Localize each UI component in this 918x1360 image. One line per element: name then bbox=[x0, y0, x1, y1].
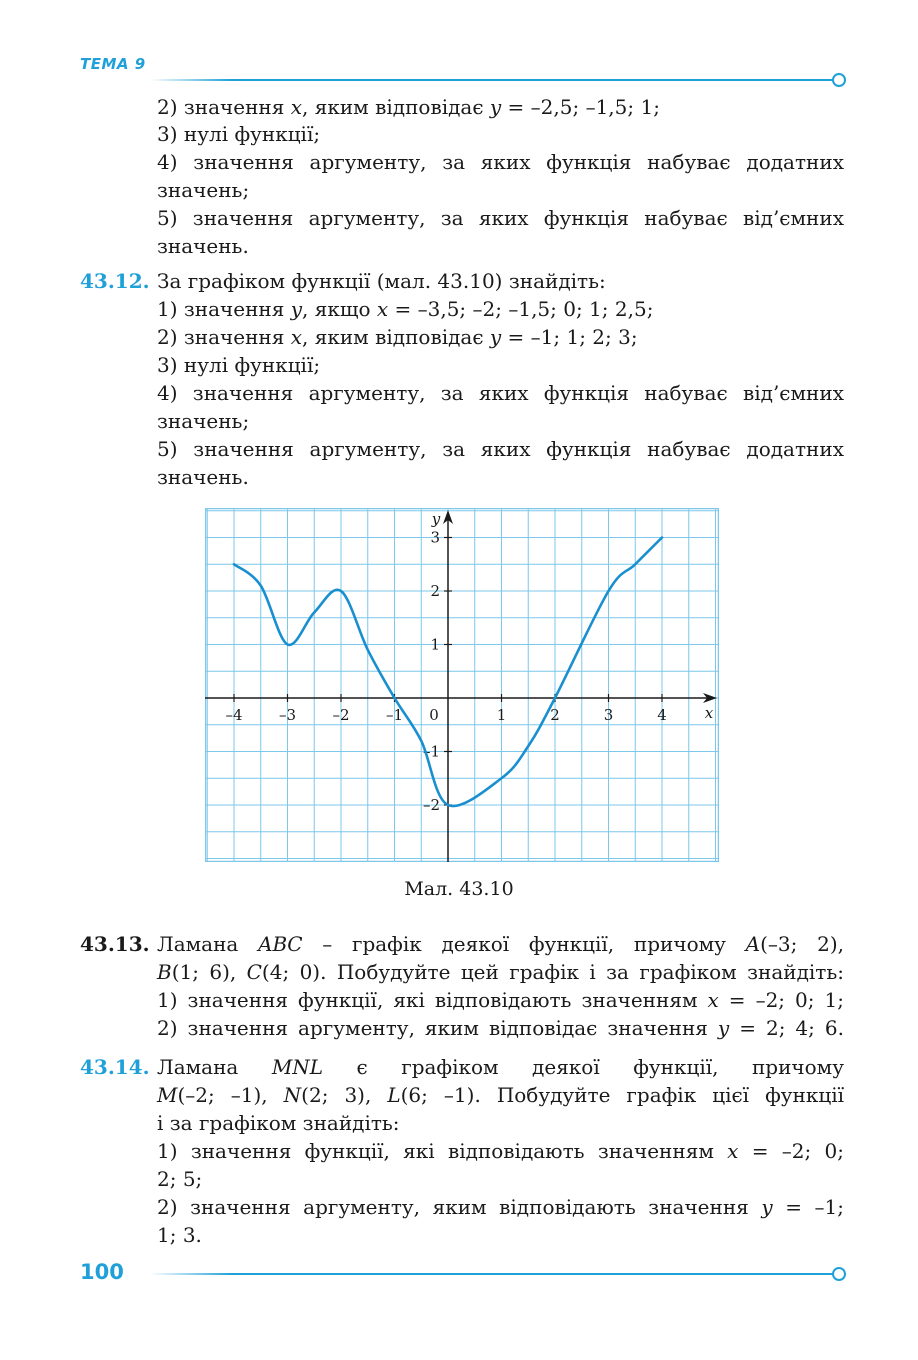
topic-label: ТЕМА 9 bbox=[80, 55, 146, 73]
x-tick-label: 4 bbox=[657, 706, 667, 724]
x-tick-label: 1 bbox=[496, 706, 507, 724]
x-tick-label: 3 bbox=[603, 706, 614, 724]
y-tick-label: –2 bbox=[422, 796, 440, 814]
exercise-line: За графіком функції (мал. 43.10) знайдіть: bbox=[157, 269, 606, 293]
exercise-line: 𝐵(1; 6), 𝐶(4; 0). Побудуйте цей графік і за графіком знайдіть: bbox=[157, 960, 844, 984]
exercise-number: 43.13. bbox=[80, 932, 150, 956]
function-graph bbox=[205, 508, 719, 862]
x-tick-label: –2 bbox=[332, 706, 350, 724]
exercise-line: Ламана 𝐴𝐵𝐶 – графік деякої функції, причому 𝐴(–3; 2), bbox=[157, 932, 844, 956]
exercise-line: і за графіком знайдіть: bbox=[157, 1111, 400, 1135]
header-rule-dot bbox=[832, 73, 846, 87]
exercise-line: 2) значення аргументу, яким відповідає значення 𝑦 = 2; 4; 6. bbox=[157, 1016, 844, 1040]
x-tick-label: 2 bbox=[550, 706, 560, 724]
x-tick-label: –3 bbox=[278, 706, 297, 724]
exercise-line: значень; bbox=[157, 409, 250, 433]
exercise-line: Ламана 𝑀𝑁𝐿 є графіком деякої функції, причому bbox=[157, 1055, 844, 1079]
exercise-line: 2) значення аргументу, яким відповідають значення 𝑦 = –1; bbox=[157, 1195, 844, 1219]
exercise-line: 1) значення функції, які відповідають значенням 𝑥 = –2; 0; 1; bbox=[157, 988, 844, 1012]
footer-rule bbox=[150, 1273, 834, 1275]
exercise-line: значень. bbox=[157, 465, 249, 489]
exercise-line: 2) значення 𝑥, яким відповідає 𝑦 = –1; 1; 2; 3; bbox=[157, 325, 638, 349]
header-rule bbox=[150, 79, 834, 81]
y-axis-label: y bbox=[431, 510, 441, 528]
y-tick-label: 2 bbox=[430, 582, 440, 600]
y-tick-label: 1 bbox=[430, 635, 440, 654]
exercise-number: 43.12. bbox=[80, 269, 150, 293]
exercise-line: 3) нулі функції; bbox=[157, 353, 321, 377]
exercise-line: 1; 3. bbox=[157, 1223, 202, 1247]
prev-item: 3) нулі функції; bbox=[157, 122, 321, 146]
exercise-line: 1) значення 𝑦, якщо 𝑥 = –3,5; –2; –1,5; 0; 1; 2,5; bbox=[157, 297, 654, 321]
prev-item: значень. bbox=[157, 234, 249, 258]
exercise-line: 4) значення аргументу, за яких функція набуває від’ємних bbox=[157, 381, 844, 405]
y-tick-label: 3 bbox=[430, 528, 440, 547]
exercise-number: 43.14. bbox=[80, 1055, 150, 1079]
figure-caption: Мал. 43.10 bbox=[404, 878, 514, 900]
exercise-line: 𝑀(–2; –1), 𝑁(2; 3), 𝐿(6; –1). Побудуйте графік цієї функції bbox=[157, 1083, 844, 1107]
exercise-line: 5) значення аргументу, за яких функція набуває додатних bbox=[157, 437, 844, 461]
exercise-line: 2; 5; bbox=[157, 1167, 203, 1191]
prev-item: 4) значення аргументу, за яких функція набуває додатних bbox=[157, 150, 844, 174]
prev-item: 5) значення аргументу, за яких функція набуває від’ємних bbox=[157, 206, 844, 230]
x-tick-label: 0 bbox=[429, 706, 439, 724]
x-tick-label: –1 bbox=[385, 706, 404, 724]
x-axis-label: x bbox=[704, 704, 714, 722]
prev-item: 2) значення 𝑥, яким відповідає 𝑦 = –2,5; –1,5; 1; bbox=[157, 95, 660, 119]
prev-item: значень; bbox=[157, 178, 250, 202]
page-number: 100 bbox=[80, 1260, 124, 1284]
y-tick-label: –1 bbox=[422, 742, 440, 761]
footer-rule-dot bbox=[832, 1267, 846, 1281]
grid-border bbox=[206, 509, 719, 862]
exercise-line: 1) значення функції, які відповідають значенням 𝑥 = –2; 0; bbox=[157, 1139, 844, 1163]
x-tick-label: –4 bbox=[225, 706, 243, 724]
